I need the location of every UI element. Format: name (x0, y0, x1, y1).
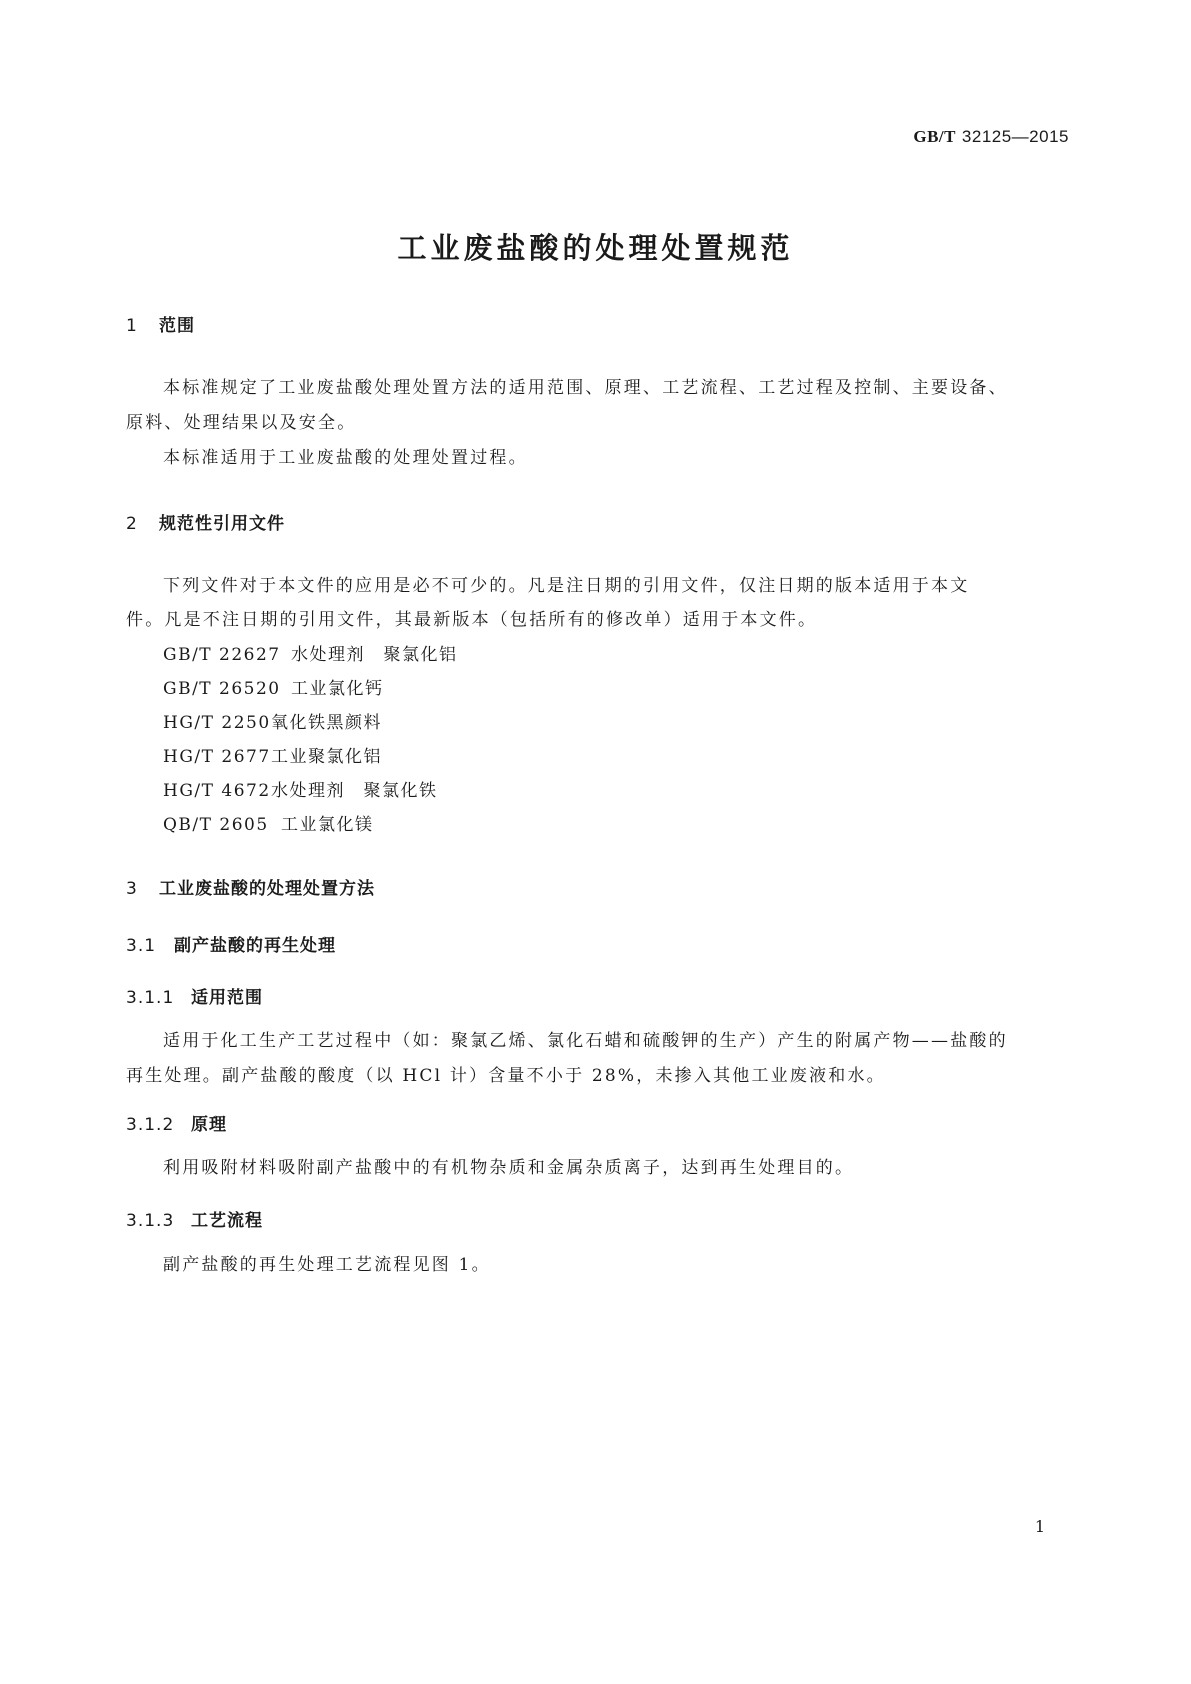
section-title: 工业废盐酸的处理处置方法 (159, 879, 375, 899)
reference-title: 工业聚氯化铝 (271, 747, 382, 767)
section-number: 3.1.2 (126, 1115, 175, 1135)
section-3-1-3-para: 副产盐酸的再生处理工艺流程见图 1。 (163, 1255, 491, 1275)
page-number: 1 (1034, 1517, 1045, 1536)
section-3-1-heading (126, 931, 336, 956)
section-3-1-3-heading (126, 1206, 263, 1231)
standard-number-header (913, 127, 1069, 147)
section-2-para-1-line-1: 下列文件对于本文件的应用是必不可少的。凡是注日期的引用文件，仅注日期的版本适用于本文 (163, 576, 970, 596)
section-number: 3.1 (126, 936, 157, 956)
section-number: 3.1.3 (126, 1211, 175, 1231)
section-title: 适用范围 (191, 988, 263, 1008)
document-title: 工业废盐酸的处理处置规范 (397, 231, 794, 265)
section-1-para-2: 本标准适用于工业废盐酸的处理处置过程。 (163, 448, 528, 468)
reference-item (163, 776, 438, 801)
reference-code: QB/T 2605 (163, 815, 269, 835)
reference-item (163, 674, 384, 699)
reference-code: HG/T 2677 (163, 747, 271, 767)
section-3-heading (126, 874, 375, 899)
section-2-para-1-line-2: 件。凡是不注日期的引用文件，其最新版本（包括所有的修改单）适用于本文件。 (126, 610, 818, 630)
section-1-para-1-line-2: 原料、处理结果以及安全。 (126, 413, 357, 433)
section-title: 副产盐酸的再生处理 (174, 936, 336, 956)
reference-item (163, 640, 458, 665)
section-1-heading (126, 311, 195, 336)
section-number: 2 (126, 514, 138, 534)
section-number: 3 (126, 879, 138, 899)
section-3-1-2-heading (126, 1110, 227, 1135)
section-1-para-1-line-1: 本标准规定了工业废盐酸处理处置方法的适用范围、原理、工艺流程、工艺过程及控制、主要设备、 (163, 378, 1008, 398)
section-title: 范围 (159, 316, 195, 336)
section-number: 1 (126, 316, 138, 336)
section-number: 3.1.1 (126, 988, 175, 1008)
section-3-1-2-para: 利用吸附材料吸附副产盐酸中的有机物杂质和金属杂质离子，达到再生处理目的。 (163, 1158, 855, 1178)
section-2-heading (126, 509, 285, 534)
reference-item (163, 742, 382, 767)
reference-item (163, 708, 382, 733)
reference-title: 工业氯化钙 (291, 679, 384, 699)
section-3-1-1-para-line-2: 再生处理。副产盐酸的酸度（以 HCl 计）含量不小于 28%，未掺入其他工业废液和水。 (126, 1066, 886, 1086)
reference-title: 水处理剂 聚氯化铁 (271, 781, 438, 801)
reference-code: GB/T 26520 (163, 679, 281, 699)
section-3-1-1-heading (126, 983, 263, 1008)
reference-item (163, 810, 374, 835)
standard-number: 32125—2015 (961, 127, 1069, 146)
reference-title: 氧化铁黑颜料 (271, 713, 382, 733)
reference-code: HG/T 4672 (163, 781, 271, 801)
reference-title: 水处理剂 聚氯化铝 (291, 645, 458, 665)
section-3-1-1-para-line-1: 适用于化工生产工艺过程中（如：聚氯乙烯、氯化石蜡和硫酸钾的生产）产生的附属产物——盐酸的 (163, 1031, 1008, 1051)
standard-prefix: GB/T (913, 127, 956, 146)
reference-code: HG/T 2250 (163, 713, 271, 733)
section-title: 规范性引用文件 (159, 514, 285, 534)
section-title: 工艺流程 (191, 1211, 263, 1231)
reference-title: 工业氯化镁 (281, 815, 374, 835)
reference-code: GB/T 22627 (163, 645, 281, 665)
section-title: 原理 (191, 1115, 227, 1135)
